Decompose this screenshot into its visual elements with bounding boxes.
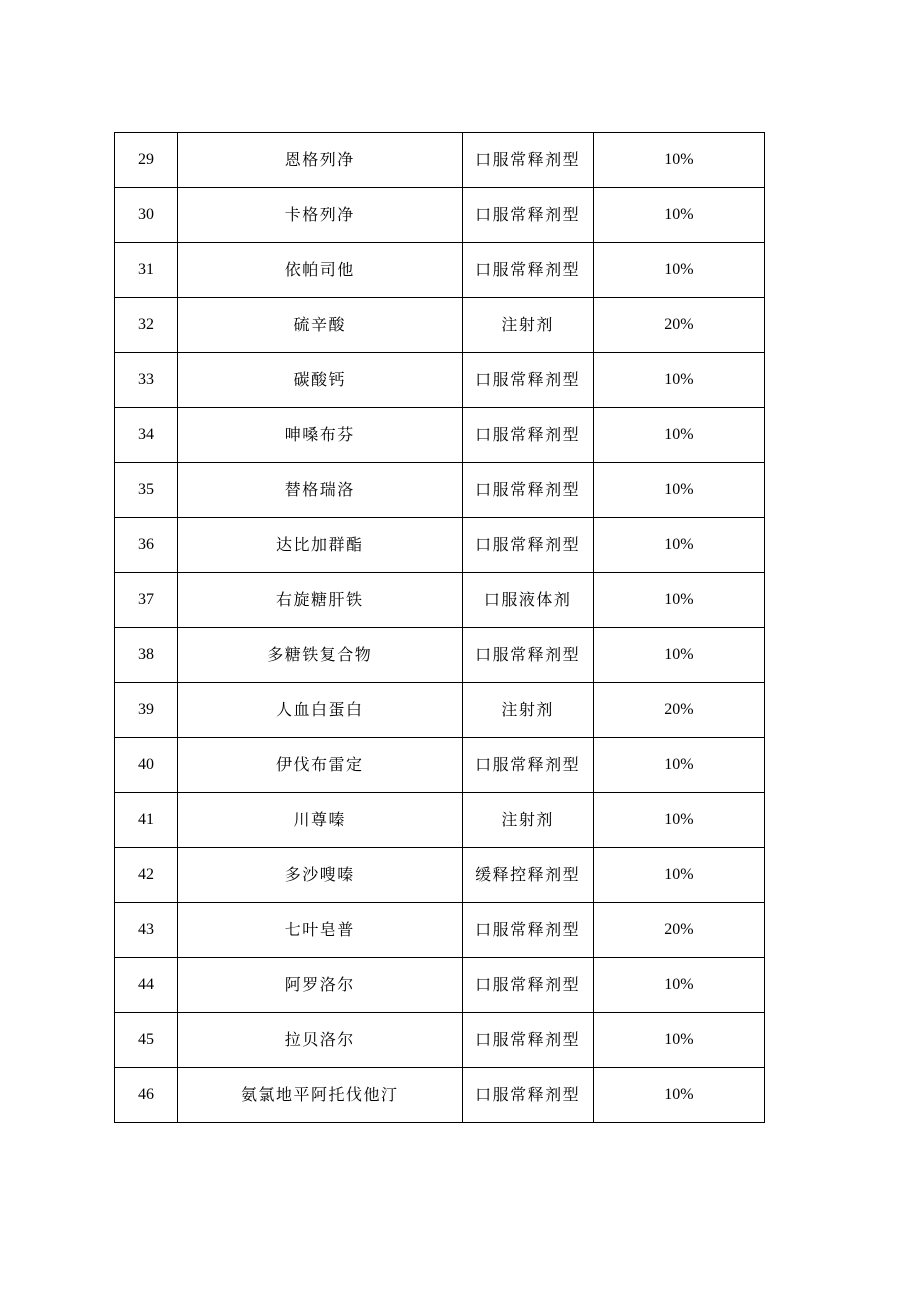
row-number-cell: 43 bbox=[115, 903, 178, 958]
ratio-cell: 10% bbox=[593, 958, 764, 1013]
table-row bbox=[115, 628, 765, 683]
table-row bbox=[115, 958, 765, 1013]
dosage-form-cell: 注射剂 bbox=[462, 683, 593, 738]
drug-table bbox=[114, 132, 765, 1123]
row-number-cell: 42 bbox=[115, 848, 178, 903]
ratio-cell: 10% bbox=[593, 1068, 764, 1123]
row-number-cell: 30 bbox=[115, 188, 178, 243]
row-number-cell: 37 bbox=[115, 573, 178, 628]
drug-name-cell: 拉贝洛尔 bbox=[178, 1013, 462, 1068]
ratio-cell: 20% bbox=[593, 683, 764, 738]
dosage-form-cell: 口服常释剂型 bbox=[462, 353, 593, 408]
table-row bbox=[115, 188, 765, 243]
table-row bbox=[115, 573, 765, 628]
dosage-form-cell: 口服常释剂型 bbox=[462, 408, 593, 463]
ratio-cell: 10% bbox=[593, 463, 764, 518]
dosage-form-cell: 注射剂 bbox=[462, 793, 593, 848]
row-number-cell: 41 bbox=[115, 793, 178, 848]
ratio-cell: 10% bbox=[593, 573, 764, 628]
row-number-cell: 36 bbox=[115, 518, 178, 573]
dosage-form-cell: 口服液体剂 bbox=[462, 573, 593, 628]
table-row bbox=[115, 518, 765, 573]
ratio-cell: 10% bbox=[593, 188, 764, 243]
ratio-cell: 10% bbox=[593, 738, 764, 793]
table-row bbox=[115, 903, 765, 958]
row-number-cell: 31 bbox=[115, 243, 178, 298]
ratio-cell: 10% bbox=[593, 243, 764, 298]
dosage-form-cell: 口服常释剂型 bbox=[462, 188, 593, 243]
drug-name-cell: 呻嗓布芬 bbox=[178, 408, 462, 463]
dosage-form-cell: 口服常释剂型 bbox=[462, 243, 593, 298]
row-number-cell: 44 bbox=[115, 958, 178, 1013]
dosage-form-cell: 口服常释剂型 bbox=[462, 1013, 593, 1068]
row-number-cell: 40 bbox=[115, 738, 178, 793]
drug-name-cell: 伊伐布雷定 bbox=[178, 738, 462, 793]
dosage-form-cell: 口服常释剂型 bbox=[462, 903, 593, 958]
drug-name-cell: 氨氯地平阿托伐他汀 bbox=[178, 1068, 462, 1123]
row-number-cell: 34 bbox=[115, 408, 178, 463]
ratio-cell: 10% bbox=[593, 408, 764, 463]
table-row bbox=[115, 1068, 765, 1123]
dosage-form-cell: 口服常释剂型 bbox=[462, 738, 593, 793]
table-row bbox=[115, 353, 765, 408]
drug-name-cell: 达比加群酯 bbox=[178, 518, 462, 573]
table-row bbox=[115, 793, 765, 848]
drug-name-cell: 恩格列净 bbox=[178, 133, 462, 188]
ratio-cell: 10% bbox=[593, 518, 764, 573]
row-number-cell: 29 bbox=[115, 133, 178, 188]
drug-name-cell: 多糖铁复合物 bbox=[178, 628, 462, 683]
table-row bbox=[115, 848, 765, 903]
drug-name-cell: 替格瑞洛 bbox=[178, 463, 462, 518]
dosage-form-cell: 口服常释剂型 bbox=[462, 628, 593, 683]
ratio-cell: 10% bbox=[593, 793, 764, 848]
table-row bbox=[115, 683, 765, 738]
table-row bbox=[115, 408, 765, 463]
dosage-form-cell: 口服常释剂型 bbox=[462, 518, 593, 573]
drug-name-cell: 阿罗洛尔 bbox=[178, 958, 462, 1013]
drug-name-cell: 依帕司他 bbox=[178, 243, 462, 298]
drug-table-body bbox=[115, 133, 765, 1123]
table-row bbox=[115, 298, 765, 353]
row-number-cell: 38 bbox=[115, 628, 178, 683]
ratio-cell: 10% bbox=[593, 133, 764, 188]
drug-name-cell: 七叶皂普 bbox=[178, 903, 462, 958]
ratio-cell: 10% bbox=[593, 353, 764, 408]
drug-name-cell: 人血白蛋白 bbox=[178, 683, 462, 738]
row-number-cell: 35 bbox=[115, 463, 178, 518]
ratio-cell: 10% bbox=[593, 848, 764, 903]
drug-name-cell: 右旋糖肝铁 bbox=[178, 573, 462, 628]
dosage-form-cell: 口服常释剂型 bbox=[462, 958, 593, 1013]
row-number-cell: 32 bbox=[115, 298, 178, 353]
ratio-cell: 10% bbox=[593, 1013, 764, 1068]
dosage-form-cell: 注射剂 bbox=[462, 298, 593, 353]
table-row bbox=[115, 243, 765, 298]
table-row bbox=[115, 463, 765, 518]
ratio-cell: 10% bbox=[593, 628, 764, 683]
dosage-form-cell: 口服常释剂型 bbox=[462, 1068, 593, 1123]
table-row bbox=[115, 133, 765, 188]
drug-name-cell: 硫辛酸 bbox=[178, 298, 462, 353]
ratio-cell: 20% bbox=[593, 298, 764, 353]
drug-name-cell: 卡格列净 bbox=[178, 188, 462, 243]
row-number-cell: 45 bbox=[115, 1013, 178, 1068]
row-number-cell: 39 bbox=[115, 683, 178, 738]
table-row bbox=[115, 1013, 765, 1068]
dosage-form-cell: 口服常释剂型 bbox=[462, 463, 593, 518]
dosage-form-cell: 口服常释剂型 bbox=[462, 133, 593, 188]
ratio-cell: 20% bbox=[593, 903, 764, 958]
row-number-cell: 46 bbox=[115, 1068, 178, 1123]
dosage-form-cell: 缓释控释剂型 bbox=[462, 848, 593, 903]
row-number-cell: 33 bbox=[115, 353, 178, 408]
drug-name-cell: 川尊嗪 bbox=[178, 793, 462, 848]
drug-name-cell: 多沙嗖嗪 bbox=[178, 848, 462, 903]
drug-name-cell: 碳酸钙 bbox=[178, 353, 462, 408]
table-row bbox=[115, 738, 765, 793]
